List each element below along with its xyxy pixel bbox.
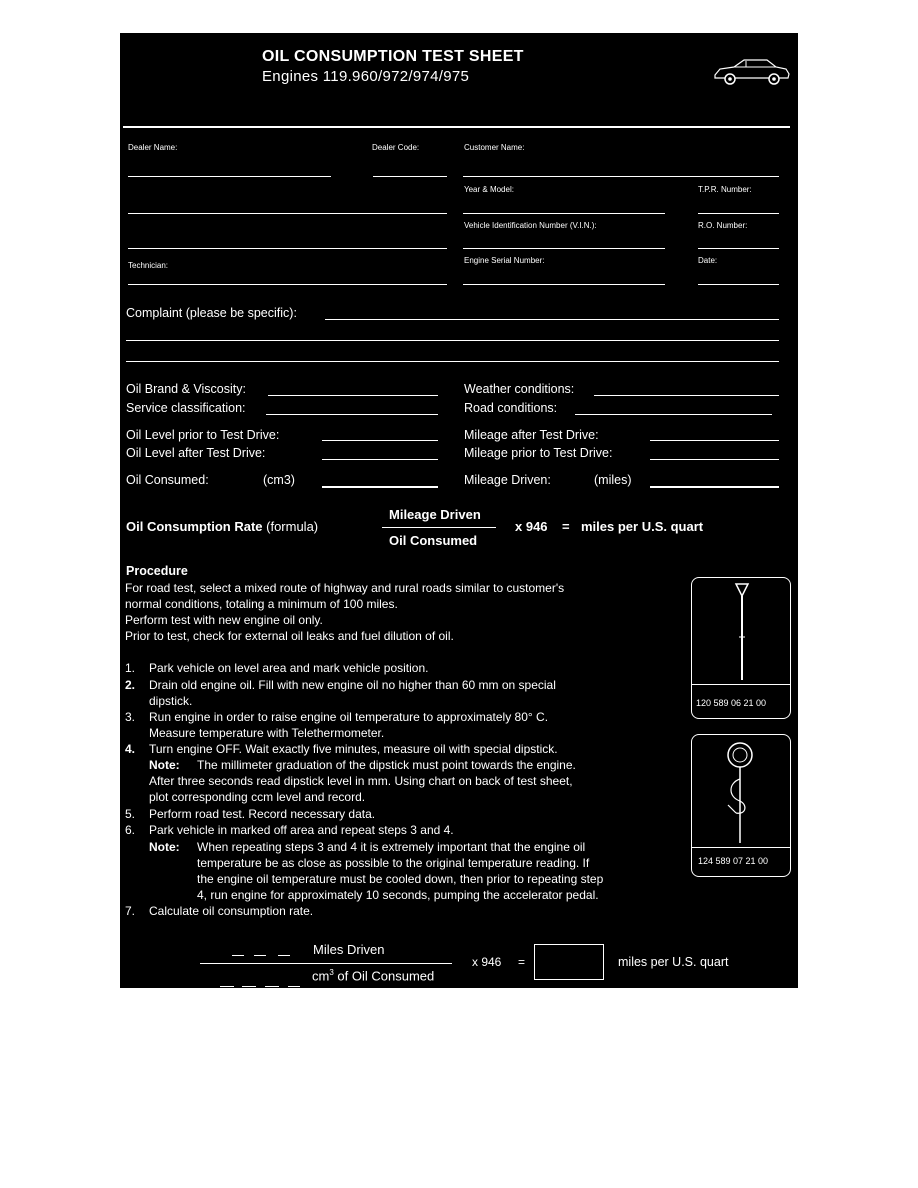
step-number: 6. — [125, 823, 136, 837]
note-text: 4, run engine for approximately 10 seconds, pumping the accelerator pedal. — [197, 888, 599, 902]
sheet-title: OIL CONSUMPTION TEST SHEET — [262, 48, 524, 65]
oil-digit-field[interactable] — [288, 986, 300, 987]
procedure-intro-1: For road test, select a mixed route of highway and rural roads similar to customer's — [125, 581, 565, 595]
step-text: Perform road test. Record necessary data. — [149, 807, 376, 821]
complaint-field-2[interactable] — [126, 340, 779, 341]
technician-label: Technician: — [128, 261, 169, 270]
dipstick-icon — [722, 582, 762, 682]
oil-brand-label: Oil Brand & Viscosity: — [126, 382, 246, 396]
mileage-prior-label: Mileage prior to Test Drive: — [464, 446, 613, 460]
service-class-label: Service classification: — [126, 401, 246, 415]
calc-denominator-text: of Oil Consumed — [333, 968, 435, 984]
year-model-label: Year & Model: — [464, 185, 514, 194]
step-number: 1. — [125, 661, 136, 675]
note-label: Note: — [149, 758, 180, 772]
road-label: Road conditions: — [464, 401, 558, 415]
calc-result-label: miles per U.S. quart — [618, 955, 729, 969]
mileage-driven-field[interactable] — [650, 486, 779, 488]
sheet-subtitle: Engines 119.960/972/974/975 — [262, 68, 470, 85]
oil-consumed-label: Oil Consumed: — [126, 473, 209, 487]
tpr-number-label: T.P.R. Number: — [698, 185, 752, 194]
oil-digit-field[interactable] — [242, 986, 256, 987]
step-text: Turn engine OFF. Wait exactly five minutes, measure oil with special dipstick. — [149, 742, 558, 756]
step-text: Run engine in order to raise engine oil temperature to approximately 80° C. — [149, 710, 549, 724]
procedure-intro-2: normal conditions, totaling a minimum of 100 miles. — [125, 597, 398, 611]
vin-label: Vehicle Identification Number (V.I.N.): — [464, 221, 597, 230]
service-class-field[interactable] — [266, 414, 438, 415]
dealer-name-field[interactable] — [128, 176, 331, 177]
step-number: 3. — [125, 710, 136, 724]
oil-brand-field[interactable] — [268, 395, 438, 396]
note-text: When repeating steps 3 and 4 it is extremely important that the engine oil — [197, 840, 586, 854]
formula-fraction-bar — [382, 527, 496, 528]
note-text: The millimeter graduation of the dipstick must point towards the engine. — [197, 758, 576, 772]
header-divider — [123, 126, 790, 128]
oil-digit-field[interactable] — [265, 986, 279, 987]
tool-divider — [692, 847, 790, 848]
mileage-prior-field[interactable] — [650, 459, 779, 460]
formula-equals: = — [562, 519, 570, 534]
calc-factor: x 946 — [472, 955, 502, 969]
dealer-address-field[interactable] — [128, 213, 447, 214]
note-text: After three seconds read dipstick level in mm. Using chart on back of test sheet, — [149, 774, 573, 788]
mileage-driven-unit: (miles) — [594, 473, 632, 487]
step-number: 5. — [125, 807, 136, 821]
calc-denominator — [312, 968, 434, 983]
ro-number-label: R.O. Number: — [698, 221, 748, 230]
note-text: temperature be as close as possible to the original temperature reading. If — [197, 856, 590, 870]
weather-field[interactable] — [594, 395, 779, 396]
note-label: Note: — [149, 840, 180, 854]
oil-consumed-field[interactable] — [322, 486, 438, 488]
telethermometer-icon — [718, 739, 762, 845]
year-model-field[interactable] — [463, 213, 665, 214]
note-text: the engine oil temperature must be cooled down, then prior to repeating step — [197, 872, 604, 886]
dipstick-tool-box — [691, 577, 791, 719]
tpr-number-field[interactable] — [698, 213, 779, 214]
formula-denominator: Oil Consumed — [389, 533, 478, 548]
step-text: Park vehicle in marked off area and repeat steps 3 and 4. — [149, 823, 454, 837]
date-field[interactable] — [698, 284, 779, 285]
vin-field[interactable] — [463, 248, 665, 249]
technician-field[interactable] — [128, 284, 447, 285]
calc-numerator: Miles Driven — [313, 942, 385, 957]
oil-level-prior-label: Oil Level prior to Test Drive: — [126, 428, 280, 442]
dealer-address-field-2[interactable] — [128, 248, 447, 249]
step-text: dipstick. — [149, 694, 193, 708]
calc-denominator-superscript: 3 — [329, 968, 334, 977]
formula-label-rest: (formula) — [266, 519, 319, 534]
oil-consumed-unit: (cm3) — [263, 473, 295, 487]
formula-numerator: Mileage Driven — [389, 507, 481, 522]
car-icon — [712, 57, 792, 87]
procedure-intro-3: Perform test with new engine oil only. — [125, 613, 323, 627]
calc-equals: = — [518, 955, 526, 969]
ro-number-field[interactable] — [698, 248, 779, 249]
dealer-name-label: Dealer Name: — [128, 143, 178, 152]
dealer-code-field[interactable] — [373, 176, 447, 177]
dipstick-part-number: 120 589 06 21 00 — [696, 698, 767, 708]
miles-digit-field[interactable] — [254, 955, 266, 956]
road-field[interactable] — [575, 414, 772, 415]
formula-result: miles per U.S. quart — [581, 519, 704, 534]
complaint-field-1[interactable] — [325, 319, 779, 320]
mileage-after-label: Mileage after Test Drive: — [464, 428, 599, 442]
thermometer-part-number: 124 589 07 21 00 — [698, 856, 769, 866]
step-text: Drain old engine oil. Fill with new engine oil no higher than 60 mm on special — [149, 678, 556, 692]
step-text: Calculate oil consumption rate. — [149, 904, 314, 918]
engine-serial-label: Engine Serial Number: — [464, 256, 545, 265]
customer-name-label: Customer Name: — [464, 143, 525, 152]
oil-digit-field[interactable] — [220, 986, 234, 987]
mileage-after-field[interactable] — [650, 440, 779, 441]
miles-digit-field[interactable] — [232, 955, 244, 956]
calc-denominator-unit: cm — [312, 968, 330, 984]
engine-serial-field[interactable] — [463, 284, 665, 285]
oil-level-after-label: Oil Level after Test Drive: — [126, 446, 266, 460]
step-text: Park vehicle on level area and mark vehicle position. — [149, 661, 429, 675]
tool-divider — [692, 684, 790, 685]
miles-digit-field[interactable] — [278, 955, 290, 956]
dealer-code-label: Dealer Code: — [372, 143, 420, 152]
step-number: 7. — [125, 904, 136, 918]
test-sheet — [120, 33, 798, 988]
formula-label — [126, 519, 318, 534]
formula-label-bold: Oil Consumption Rate — [126, 519, 263, 534]
procedure-heading: Procedure — [126, 564, 188, 578]
thermometer-tool-box — [691, 734, 791, 877]
step-number: 4. — [125, 742, 136, 756]
date-label: Date: — [698, 256, 718, 265]
result-box[interactable] — [534, 944, 604, 980]
complaint-field-3[interactable] — [126, 361, 779, 362]
note-text: plot corresponding ccm level and record. — [149, 790, 366, 804]
oil-level-prior-field[interactable] — [322, 440, 438, 441]
oil-level-after-field[interactable] — [322, 459, 438, 460]
calc-fraction-bar — [200, 963, 452, 964]
mileage-driven-label: Mileage Driven: — [464, 473, 551, 487]
step-number: 2. — [125, 678, 136, 692]
procedure-intro-4: Prior to test, check for external oil leaks and fuel dilution of oil. — [125, 629, 454, 643]
formula-factor: x 946 — [515, 519, 548, 534]
customer-name-field[interactable] — [463, 176, 779, 177]
step-text: Measure temperature with Telethermometer. — [149, 726, 385, 740]
weather-label: Weather conditions: — [464, 382, 575, 396]
complaint-label: Complaint (please be specific): — [126, 306, 297, 320]
